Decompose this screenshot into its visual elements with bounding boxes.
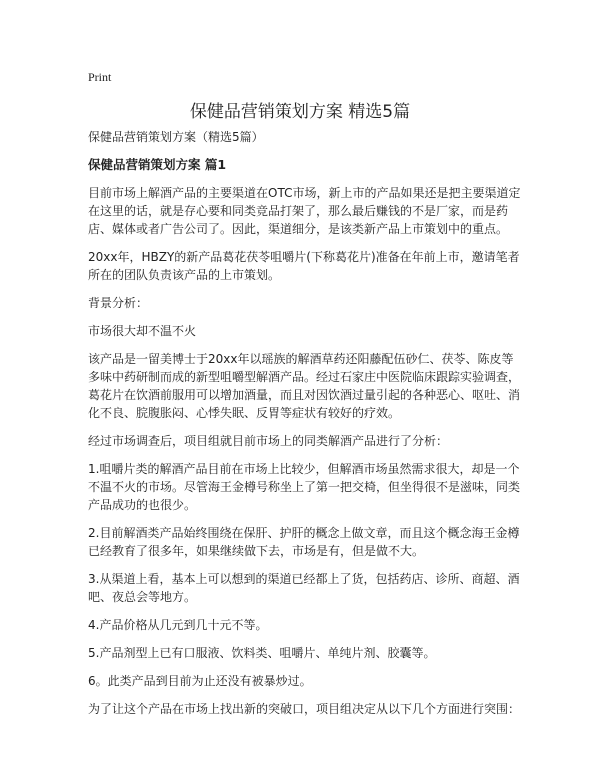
paragraph: 4.产品价格从几元到几十元不等。 [88,618,268,632]
page-title: 保健品营销策划方案 精选5篇 [189,102,411,122]
print-link[interactable]: Print [88,70,112,84]
paragraph: 目前市场上解酒产品的主要渠道在OTC市场，新上市的产品如果还是把主要渠道定在这里的话，就是存心要和同类竞品打架了，那么最后赚钱的不是厂家，而是药店、媒体或者广告公司了。因此，渠道细分，是该类新产品上市策划中的重点。 [88,186,521,236]
subtitle: 保健品营销策划方案（精选5篇） [88,130,264,144]
paragraph: 6。此类产品到目前为止还没有被暴炒过。 [88,674,312,688]
paragraph: 背景分析： [88,296,149,310]
paragraph: 1.咀嚼片类的解酒产品目前在市场上比较少，但解酒市场虽然需求很大，却是一个不温不火的市场。尽管海王金樽号称坐上了第一把交椅，但坐得很不是滋味，同类产品成功的也很少。 [88,462,521,512]
paragraph: 该产品是一留美博士于20xx年以瑶族的解酒草药还阳藤配伍砂仁、茯苓、陈皮等多味中药研制而成的新型咀嚼型解酒产品。经过石家庄中医院临床跟踪实验调查，葛花片在饮酒前服用可以增加酒量，而且对因饮酒过量引起的各种恶心、呕吐、消化不良、脘腹胀闷、心悸失眠、反胃等症状有较好的疗效。 [88,352,521,420]
document-body [88,128,524,728]
paragraph: 2.目前解酒类产品始终围绕在保肝、护肝的概念上做文章，而且这个概念海王金樽已经教育了很多年，如果继续做下去，市场是有，但是做不大。 [88,526,520,558]
section-heading: 保健品营销策划方案 篇1 [88,157,227,172]
paragraph: 3.从渠道上看，基本上可以想到的渠道已经都上了货，包括药店、诊所、商超、酒吧、夜总会等地方。 [88,572,520,604]
paragraph: 为了让这个产品在市场上找出新的突破口，项目组决定从以下几个方面进行突围： [88,702,521,716]
paragraph: 市场很大却不温不火 [88,324,197,338]
paragraph: 5.产品剂型上已有口服液、饮料类、咀嚼片、单纯片剂、胶囊等。 [88,646,436,660]
paragraph: 20xx年，HBZY的新产品葛花茯苓咀嚼片(下称葛花片)准备在年前上市，邀请笔者所在的团队负责该产品的上市策划。 [88,250,520,282]
paragraph: 经过市场调查后，项目组就目前市场上的同类解酒产品进行了分析： [88,434,449,448]
